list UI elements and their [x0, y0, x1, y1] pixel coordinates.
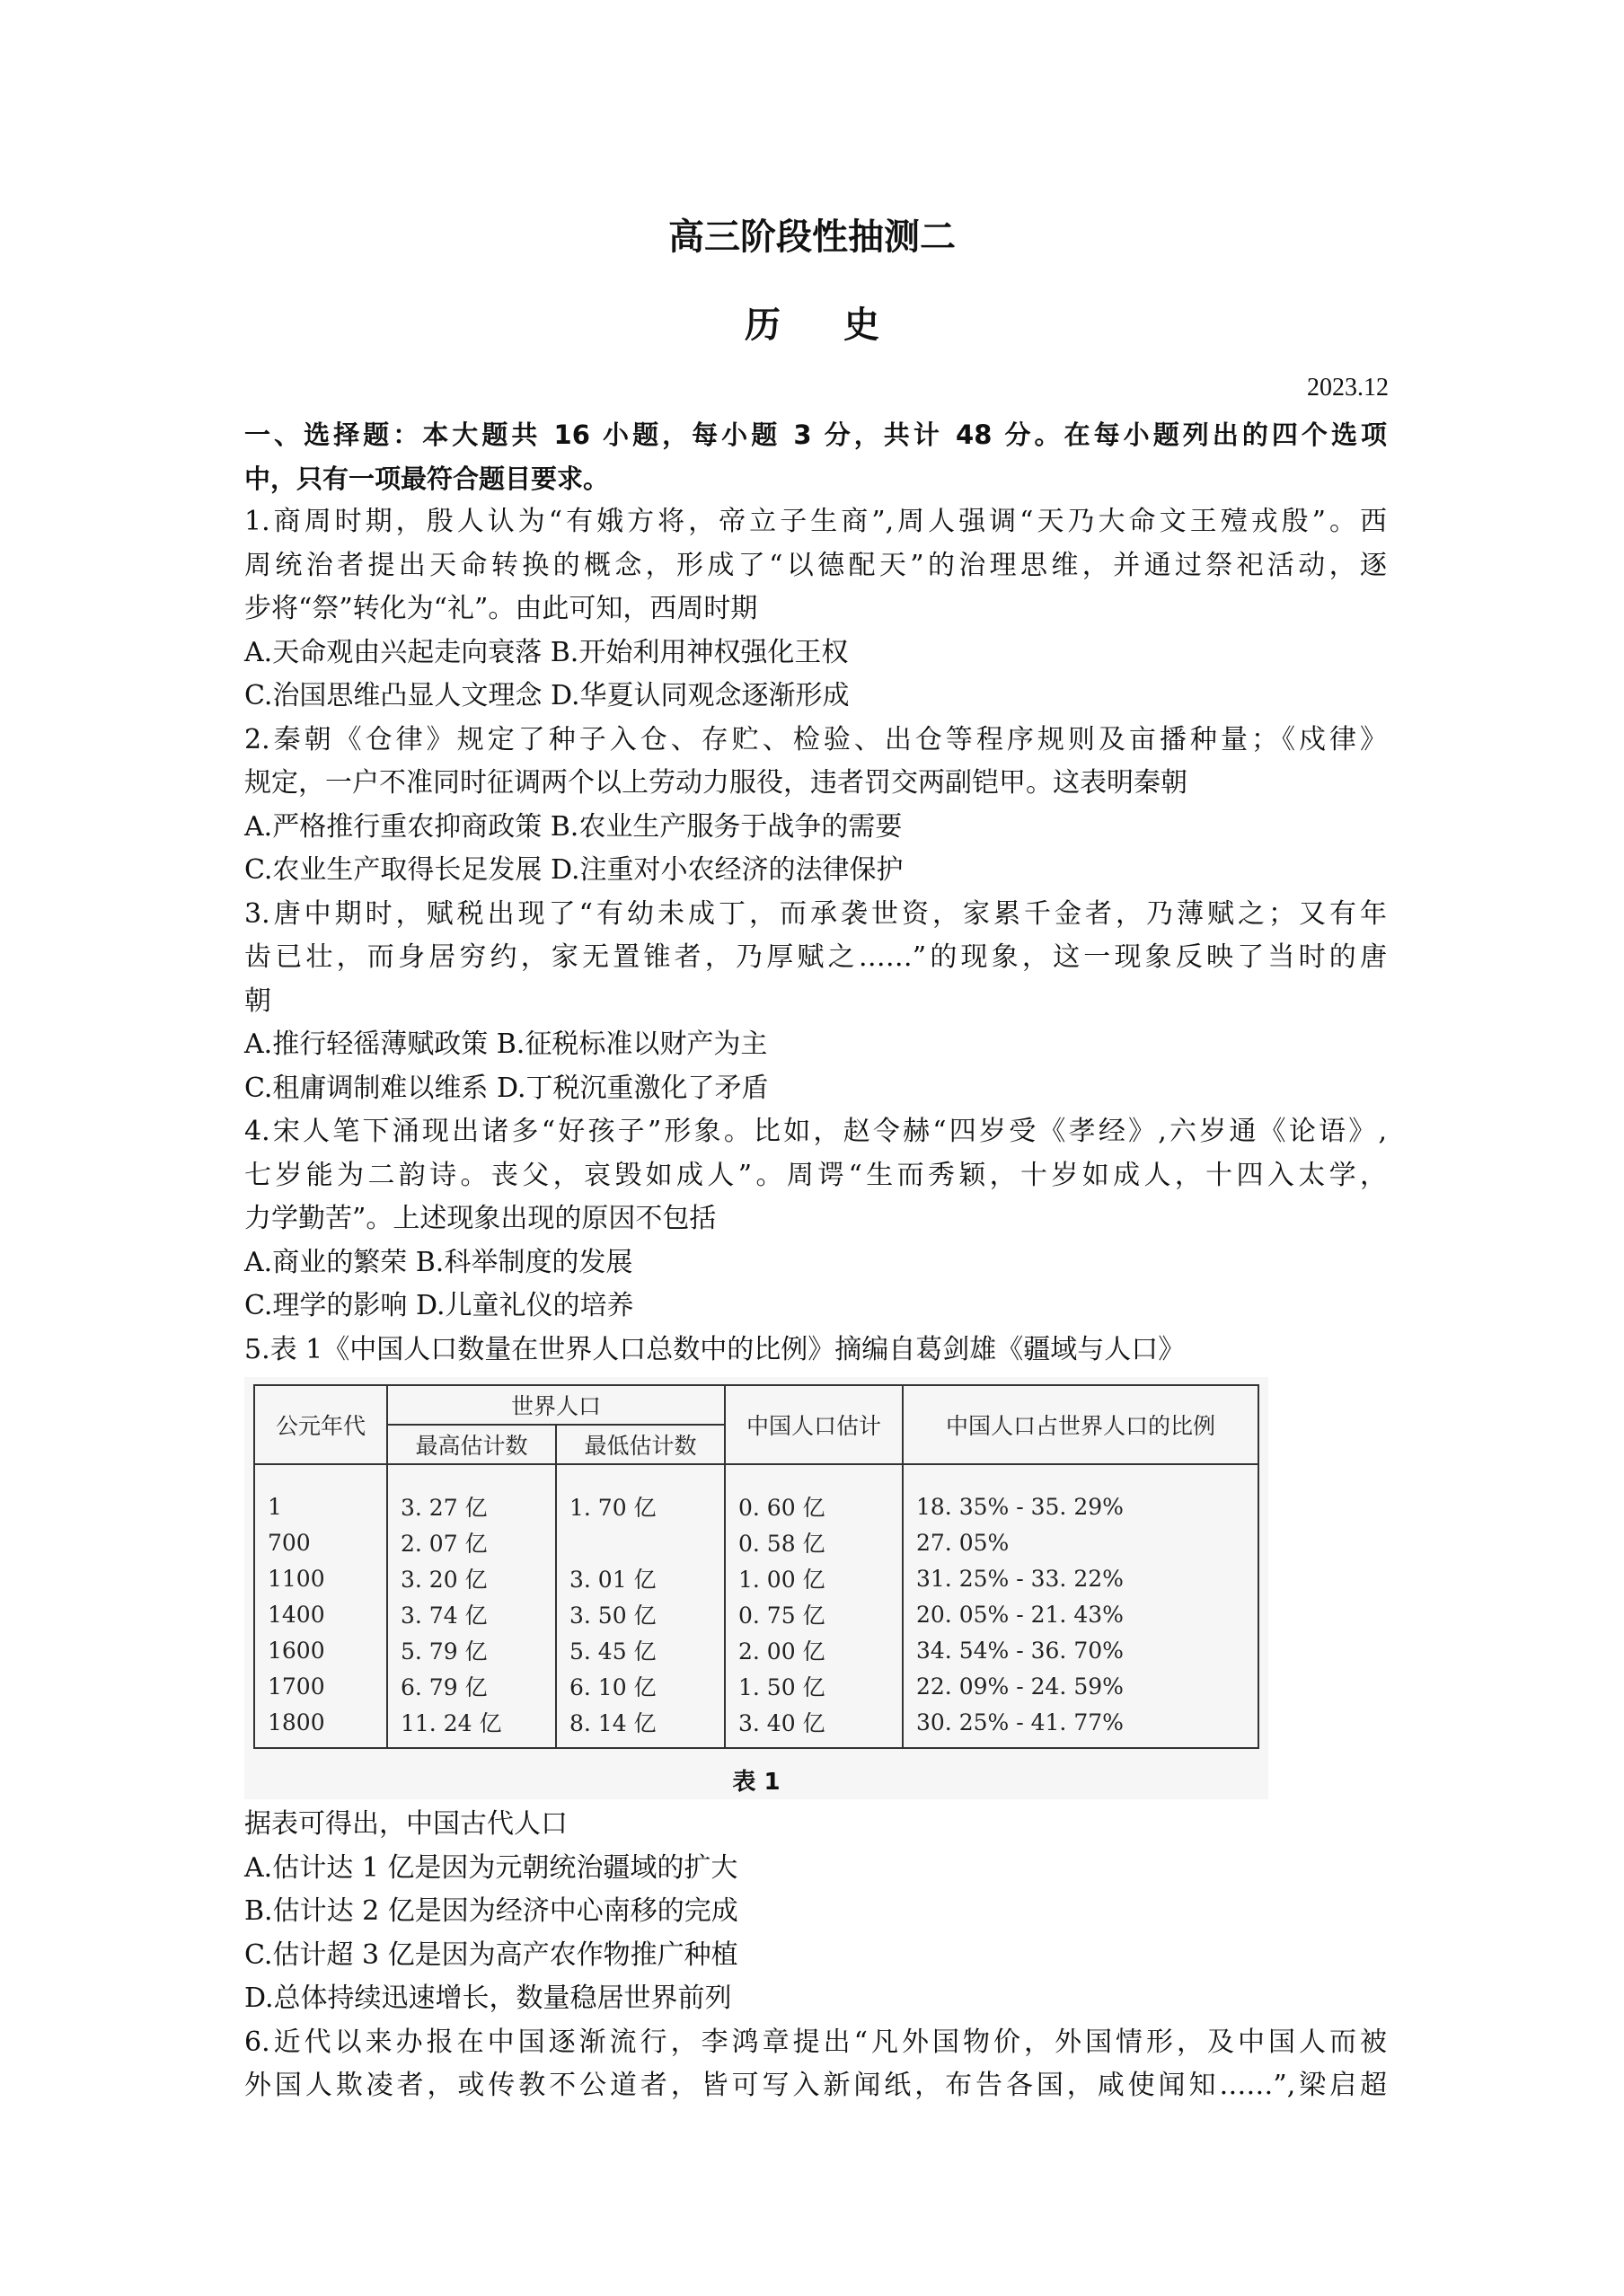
q2-options: A.严格推行重农抑商政策 B.农业生产服务于战争的需要	[244, 810, 903, 843]
header-min: 最低估计数	[556, 1425, 725, 1464]
cell-ratio: 27. 05%	[903, 1524, 1258, 1560]
cell-max: 6. 79 亿	[387, 1668, 556, 1704]
q5-option-d: D.总体持续迅速增长，数量稳居世界前列	[244, 1983, 732, 2014]
q3-options: C.租庸调制难以维系 D.丁税沉重激化了矛盾	[244, 1072, 769, 1104]
q4-stem: 4.宋人笔下涌现出诸多“好孩子”形象。比如，赵令赫“四岁受《孝经》,六岁通《论语》,	[244, 1116, 1387, 1147]
exam-title: 高三阶段性抽测二	[668, 216, 956, 258]
header-max: 最高估计数	[387, 1425, 556, 1464]
cell-max: 3. 74 亿	[387, 1596, 556, 1632]
q1-stem: 步将“祭”转化为“礼”。由此可知，西周时期	[244, 593, 758, 624]
q5-intro: 5.表 1《中国人口数量在世界人口总数中的比例》摘编自葛剑雄《疆域与人口》	[244, 1333, 1186, 1365]
q4-stem: 力学勤苦”。上述现象出现的原因不包括	[244, 1203, 717, 1234]
cell-min: 8. 14 亿	[556, 1704, 725, 1748]
cell-min: 3. 01 亿	[556, 1560, 725, 1596]
q5-stem: 据表可得出，中国古代人口	[244, 1808, 568, 1840]
q4-options: C.理学的影响 D.儿童礼仪的培养	[244, 1290, 634, 1321]
q2-stem: 规定，一户不准同时征调两个以上劳动力服役，违者罚交两副铠甲。这表明秦朝	[244, 767, 1187, 799]
cell-min: 5. 45 亿	[556, 1632, 725, 1668]
table-row	[254, 1668, 1258, 1704]
cell-ratio: 20. 05% - 21. 43%	[903, 1596, 1258, 1632]
cell-ratio: 34. 54% - 36. 70%	[903, 1632, 1258, 1668]
table-row	[254, 1596, 1258, 1632]
cell-year: 1600	[254, 1632, 387, 1668]
population-table-figure	[244, 1377, 1268, 1799]
cell-ratio: 31. 25% - 33. 22%	[903, 1560, 1258, 1596]
cell-year: 1800	[254, 1704, 387, 1748]
q2-options: C.农业生产取得长足发展 D.注重对小农经济的法律保护	[244, 854, 904, 886]
subject-title: 历 史	[745, 305, 905, 346]
cell-china: 0. 75 亿	[725, 1596, 903, 1632]
q5-option-b: B.估计达 2 亿是因为经济中心南移的完成	[244, 1895, 738, 1927]
cell-china: 2. 00 亿	[725, 1632, 903, 1668]
cell-china: 0. 58 亿	[725, 1524, 903, 1560]
cell-min	[556, 1524, 725, 1560]
exam-date: 2023.12	[1307, 374, 1389, 402]
q4-stem: 七岁能为二韵诗。丧父，哀毁如成人”。周谔“生而秀颖，十岁如成人，十四入太学，	[244, 1159, 1387, 1191]
q2-stem: 2.秦朝《仓律》规定了种子入仓、存贮、检验、出仓等程序规则及亩播种量；《戍律》	[244, 723, 1387, 755]
cell-year: 700	[254, 1524, 387, 1560]
q1-options: A.天命观由兴起走向衰落 B.开始利用神权强化王权	[244, 636, 849, 668]
cell-ratio: 22. 09% - 24. 59%	[903, 1668, 1258, 1704]
cell-year: 1400	[254, 1596, 387, 1632]
population-table	[253, 1384, 1259, 1749]
cell-max: 3. 20 亿	[387, 1560, 556, 1596]
cell-year: 1	[254, 1464, 387, 1524]
cell-ratio: 18. 35% - 35. 29%	[903, 1464, 1258, 1524]
cell-china: 1. 50 亿	[725, 1668, 903, 1704]
q3-options: A.推行轻徭薄赋政策 B.征税标准以财产为主	[244, 1029, 768, 1060]
header-era: 公元年代	[254, 1385, 387, 1464]
cell-min: 6. 10 亿	[556, 1668, 725, 1704]
section-heading: 一、选择题：本大题共 16 小题，每小题 3 分，共计 48 分。在每小题列出的四个选项	[244, 419, 1387, 450]
table-row	[254, 1632, 1258, 1668]
q3-stem: 朝	[244, 985, 271, 1017]
q6-stem: 6.近代以来办报在中国逐渐流行，李鸿章提出“凡外国物价，外国情形，及中国人而被	[244, 2026, 1387, 2058]
q4-options: A.商业的繁荣 B.科举制度的发展	[244, 1246, 633, 1278]
table-caption: 表 1	[732, 1769, 781, 1796]
table-row	[254, 1464, 1258, 1524]
cell-china: 3. 40 亿	[725, 1704, 903, 1748]
header-world: 世界人口	[387, 1385, 725, 1425]
cell-ratio: 30. 25% - 41. 77%	[903, 1704, 1258, 1748]
cell-china: 0. 60 亿	[725, 1464, 903, 1524]
table-row	[254, 1704, 1258, 1748]
q1-options: C.治国思维凸显人文理念 D.华夏认同观念逐渐形成	[244, 680, 850, 711]
cell-max: 11. 24 亿	[387, 1704, 556, 1748]
q3-stem: 3.唐中期时，赋税出现了“有幼未成丁，而承袭世资，家累千金者，乃薄赋之；又有年	[244, 897, 1387, 930]
q3-stem: 齿已壮，而身居穷约，家无置锥者，乃厚赋之……”的现象，这一现象反映了当时的唐	[244, 941, 1387, 973]
q6-stem: 外国人欺凌者，或传教不公道者，皆可写入新闻纸，布告各国，咸使闻知……”,梁启超	[244, 2070, 1387, 2101]
question-content	[244, 413, 1387, 2108]
q1-stem: 周统治者提出天命转换的概念，形成了“以德配天”的治理思维，并通过祭祀活动，逐	[244, 549, 1387, 581]
cell-min: 1. 70 亿	[556, 1464, 725, 1524]
q5-option-a: A.估计达 1 亿是因为元朝统治疆域的扩大	[244, 1851, 738, 1884]
q1-stem: 1.商周时期，殷人认为“有娥方将，帝立子生商”,周人强调“天乃大命文王殪戎殷”。西	[244, 506, 1387, 537]
cell-max: 5. 79 亿	[387, 1632, 556, 1668]
cell-year: 1100	[254, 1560, 387, 1596]
q5-option-c: C.估计超 3 亿是因为高产农作物推广种植	[244, 1938, 738, 1971]
cell-max: 3. 27 亿	[387, 1464, 556, 1524]
table-row	[254, 1560, 1258, 1596]
header-china: 中国人口估计	[725, 1385, 903, 1464]
cell-china: 1. 00 亿	[725, 1560, 903, 1596]
section-heading-cont: 中，只有一项最符合题目要求。	[244, 463, 610, 494]
cell-min: 3. 50 亿	[556, 1596, 725, 1632]
header-ratio: 中国人口占世界人口的比例	[903, 1385, 1258, 1464]
cell-year: 1700	[254, 1668, 387, 1704]
cell-max: 2. 07 亿	[387, 1524, 556, 1560]
table-row	[254, 1524, 1258, 1560]
